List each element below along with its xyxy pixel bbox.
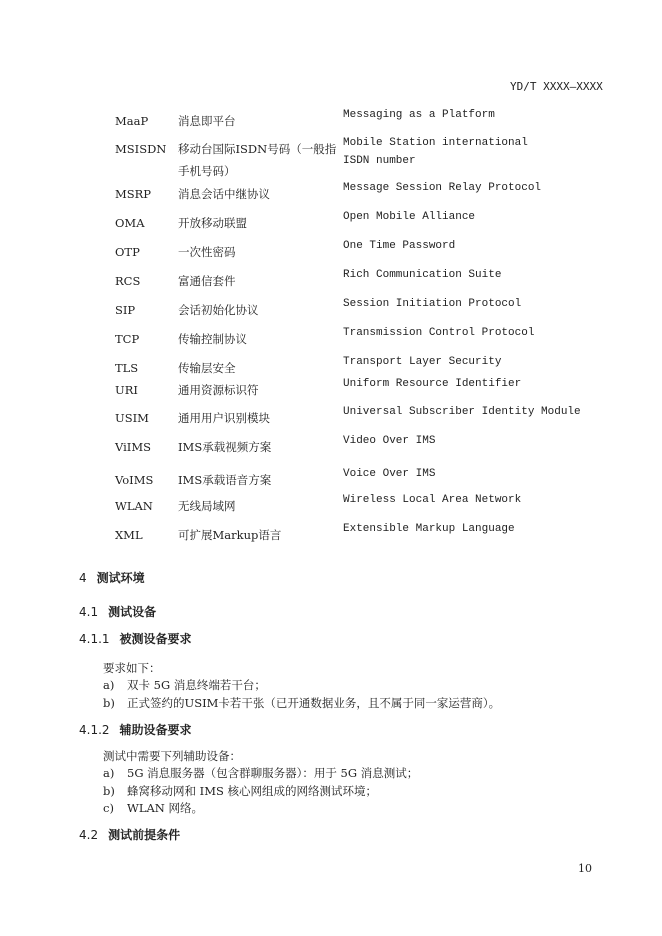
section-number: 4.2 (79, 828, 99, 842)
section-heading-4-2 (79, 826, 180, 843)
abbr-english: Voice Over IMS (343, 468, 436, 480)
list-marker: a) (103, 678, 115, 692)
abbr-term: XML (115, 528, 143, 542)
abbr-english: One Time Password (343, 240, 456, 252)
list-item (103, 765, 418, 781)
abbr-term: MSRP (115, 187, 152, 201)
list-item (103, 783, 377, 799)
list-item (103, 677, 266, 693)
section-number: 4.1.2 (79, 723, 110, 737)
abbr-english: Universal Subscriber Identity Module (343, 406, 581, 418)
list-marker: b) (103, 784, 115, 798)
list-text: 正式签约的USIM卡若干张（已开通数据业务，且不属于同一家运营商）。 (127, 696, 501, 710)
abbr-chinese: 移动台国际ISDN号码（一般指手机号码） (178, 142, 337, 178)
abbr-english: Session Initiation Protocol (343, 298, 522, 310)
abbr-term: ViIMS (115, 440, 151, 454)
paragraph: 要求如下： (103, 661, 161, 675)
abbr-chinese: 消息会话中继协议 (178, 187, 270, 201)
page-number: 10 (578, 862, 592, 875)
list-item (103, 800, 203, 816)
list-marker: b) (103, 696, 115, 710)
abbr-chinese: 可扩展Markup语言 (178, 528, 282, 542)
section-heading-4 (79, 569, 145, 586)
section-title: 辅助设备要求 (119, 723, 192, 737)
list-text: 5G 消息服务器（包含群聊服务器）：用于 5G 消息测试； (127, 766, 419, 780)
abbr-chinese: 无线局域网 (178, 499, 236, 513)
abbr-english: Extensible Markup Language (343, 523, 515, 535)
abbr-english: Rich Communication Suite (343, 269, 502, 281)
section-title: 测试环境 (96, 571, 145, 585)
list-text: 双卡 5G 消息终端若干台； (127, 678, 266, 692)
abbr-chinese: 开放移动联盟 (178, 216, 247, 230)
abbr-chinese: 传输控制协议 (178, 332, 247, 346)
abbr-english: Transmission Control Protocol (343, 327, 535, 339)
abbr-term: SIP (115, 303, 136, 317)
abbr-term: MSISDN (115, 142, 167, 156)
abbr-chinese: IMS承载语音方案 (178, 473, 272, 487)
abbr-chinese: 消息即平台 (178, 114, 236, 128)
list-item (103, 695, 500, 711)
abbr-term: RCS (115, 274, 141, 288)
abbr-english: Transport Layer Security (343, 356, 502, 368)
section-heading-4-1-1 (79, 630, 192, 647)
abbr-term: OMA (115, 216, 145, 230)
section-heading-4-1 (79, 603, 156, 620)
abbr-term: OTP (115, 245, 140, 259)
section-title: 测试前提条件 (108, 828, 181, 842)
list-text: WLAN 网络。 (127, 801, 203, 815)
list-text: 蜂窝移动网和 IMS 核心网组成的网络测试环境； (127, 784, 378, 798)
abbr-english: Mobile Station international ISDN number (343, 137, 528, 167)
abbr-term: USIM (115, 411, 149, 425)
paragraph: 测试中需要下列辅助设备： (103, 749, 241, 763)
abbr-term: VoIMS (115, 473, 154, 487)
abbr-chinese: 通用资源标识符 (178, 383, 259, 397)
section-number: 4.1 (79, 605, 99, 619)
section-title: 测试设备 (108, 605, 157, 619)
abbr-english: Message Session Relay Protocol (343, 182, 542, 194)
abbr-chinese: 通用用户识别模块 (178, 411, 270, 425)
section-heading-4-1-2 (79, 721, 192, 738)
abbr-english: Messaging as a Platform (343, 109, 495, 121)
abbr-chinese: 一次性密码 (178, 245, 236, 259)
abbr-chinese: 会话初始化协议 (178, 303, 259, 317)
list-marker: c) (103, 801, 114, 815)
abbr-term: URI (115, 383, 138, 397)
abbr-english: Wireless Local Area Network (343, 494, 522, 506)
abbr-english: Open Mobile Alliance (343, 211, 476, 223)
abbr-chinese: 富通信套件 (178, 274, 236, 288)
abbr-term: TLS (115, 361, 139, 375)
abbr-chinese: 传输层安全 (178, 361, 236, 375)
abbr-english: Video Over IMS (343, 435, 436, 447)
list-marker: a) (103, 766, 115, 780)
section-number: 4 (79, 571, 87, 585)
document-code: YD/T XXXX—XXXX (510, 80, 603, 93)
abbr-chinese: IMS承载视频方案 (178, 440, 272, 454)
abbr-term: WLAN (115, 499, 153, 513)
abbr-english: Uniform Resource Identifier (343, 378, 522, 390)
section-number: 4.1.1 (79, 632, 110, 646)
abbr-term: TCP (115, 332, 140, 346)
abbr-term: MaaP (115, 114, 149, 128)
section-title: 被测设备要求 (119, 632, 192, 646)
